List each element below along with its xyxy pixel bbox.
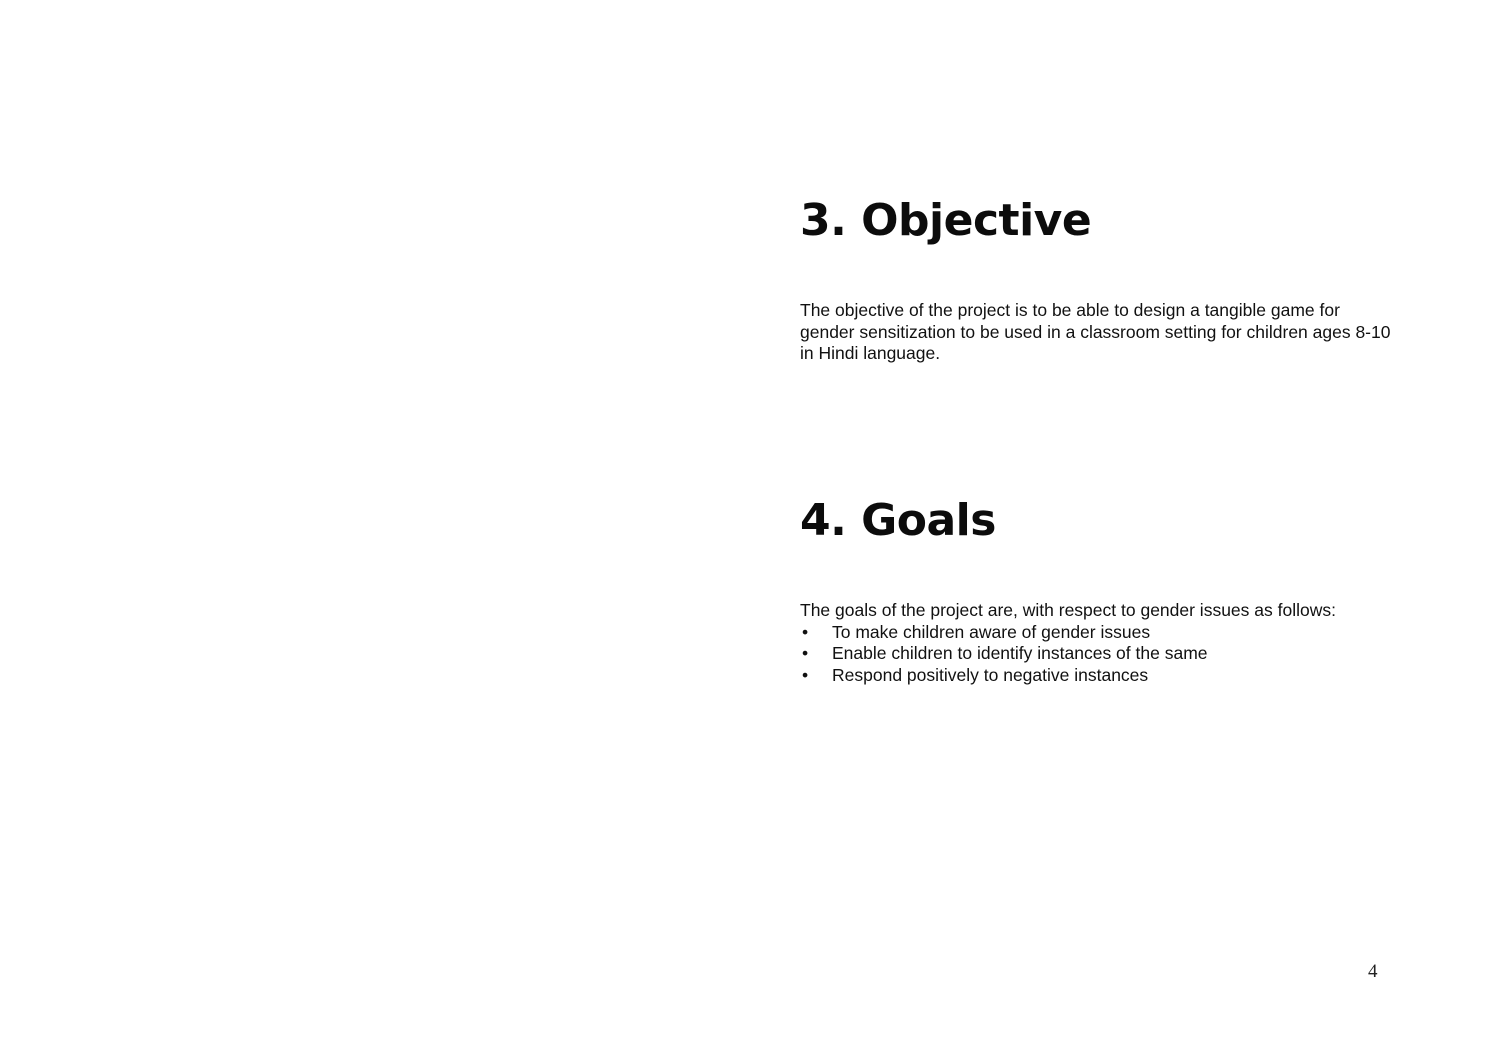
goals-intro: The goals of the project are, with respect to gender issues as follows: [800, 600, 1336, 620]
goals-body-block [800, 600, 1400, 686]
goals-list [800, 622, 1400, 687]
goals-list-item [800, 665, 1400, 687]
goals-list-item-text: Respond positively to negative instances [832, 664, 1149, 685]
goals-section-heading-block [800, 495, 1400, 547]
goals-heading: 4. Goals [800, 495, 996, 546]
page-number: 4 [1368, 961, 1378, 982]
bullet-icon: • [802, 621, 809, 642]
goals-list-item [800, 622, 1400, 644]
bullet-icon: • [802, 664, 809, 685]
goals-list-item [800, 643, 1400, 665]
objective-heading: 3. Objective [800, 195, 1092, 246]
objective-section-heading-block [800, 195, 1400, 247]
bullet-icon: • [802, 643, 809, 663]
objective-paragraph: The objective of the project is to be able to design a tangible game for gender sensitization to be used in a classroom setting for children ages 8-10 in Hindi language. [800, 300, 1391, 363]
goals-list-item-text: To make children aware of gender issues [832, 621, 1151, 642]
objective-body-block [800, 300, 1395, 365]
goals-list-item-text: Enable children to identify instances of the same [832, 643, 1208, 663]
